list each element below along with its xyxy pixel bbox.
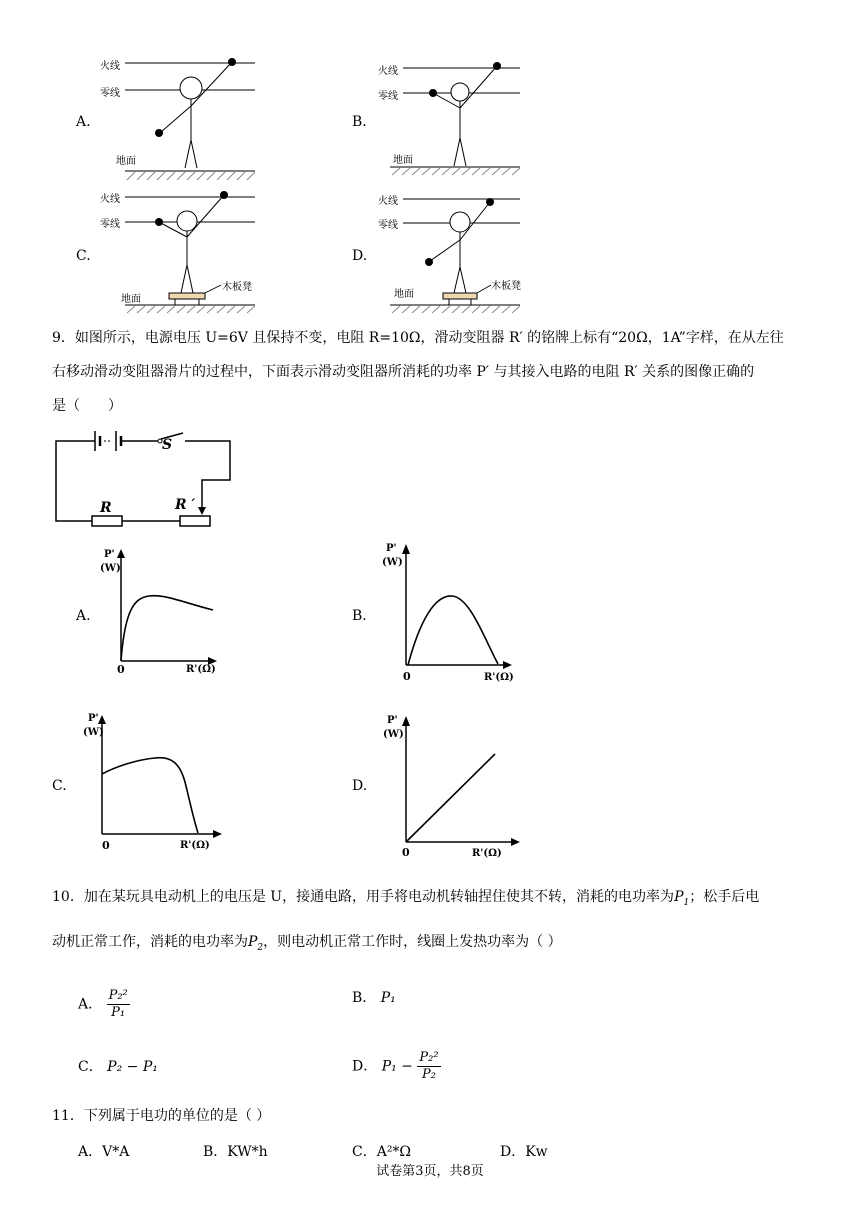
q9c-origin: 0 [102,839,110,852]
q10-stem-2a: 动机正常工作，消耗的电功率为 [52,934,248,950]
q10-option-d-fraction [417,1050,440,1083]
q10-stem-line-2 [52,932,562,958]
q10-option-b-expr: P₁ [380,990,396,1006]
page-footer: 试卷第3页，共8页 [376,1164,484,1179]
q9c-ylabel: P' [88,713,99,724]
q10-p1-letter: P [674,889,684,905]
q10-d-numerator: P₂² [419,1050,439,1065]
q11-option-d: D．Kw [500,1144,548,1160]
q9b-ylabel: P' [386,543,397,554]
q9-option-d-label: D. [352,778,368,794]
q8c-neutral-label: 零线 [100,219,120,230]
q8-option-a-label: A. [76,114,91,130]
q11-option-b: B．KW*h [203,1144,268,1160]
q8d-ground-label: 地面 [394,289,414,300]
q10-p2-letter: P [248,934,258,950]
q10-d-denominator: P₂ [421,1067,436,1082]
q11-option-a: A．V*A [78,1144,130,1160]
q9b-yunit: (W) [382,557,403,568]
q10-option-d-label: D． [352,1058,378,1075]
q9-circuit-diagram [50,425,240,535]
q10-option-c-expr: P₂ − P₁ [107,1059,158,1075]
q8d-stool-label: 木板凳 [491,281,521,292]
q8d-live-label: 火线 [378,196,398,207]
q8b-neutral-label: 零线 [378,91,398,102]
q8a-ground-label: 地面 [116,156,136,167]
q9a-xlabel: R'(Ω) [186,664,216,675]
q9d-xlabel: R'(Ω) [472,848,502,859]
q9b-xlabel: R'(Ω) [484,672,514,683]
q9a-ylabel: P' [104,549,115,560]
q9a-yunit: (W) [100,563,121,574]
q10-stem-1b: ；松手后电 [689,889,760,905]
q9d-ylabel: P' [387,715,398,726]
q9-rheostat-label: R ′ [175,497,196,513]
q10-option-a-label: A． [78,996,103,1013]
q8b-ground-label: 地面 [393,155,413,166]
q9-stem-line-2: 右移动滑动变阻器滑片的过程中，下面表示滑动变阻器所消耗的功率 P′ 与其接入电路的电阻 R′ 关系的图像正确的 [52,364,755,380]
q10-option-a [78,988,130,1021]
q10-stem-1a: 10．加在某玩具电动机上的电压是 U，接通电路，用手将电动机转轴捏住使其不转，消耗的电功率为 [52,889,675,905]
q8c-ground-label: 地面 [121,294,141,305]
q8a-live-label: 火线 [100,61,120,72]
q8c-live-label: 火线 [100,194,120,205]
q10-option-c [78,1057,158,1077]
q10-a-numerator: P₂² [108,988,128,1003]
q10-option-b [352,988,396,1008]
q11-stem: 11．下列属于电功的单位的是（ ） [52,1108,271,1124]
q10-a-denominator: P₁ [111,1005,126,1020]
q9-option-c-label: C. [52,778,67,794]
q9c-xlabel: R'(Ω) [180,840,210,851]
q9-switch-label: S [162,437,173,453]
q10-p2 [248,934,264,953]
q8b-live-label: 火线 [378,66,398,77]
q9d-origin: 0 [402,846,410,859]
q10-stem-line-1 [52,887,759,913]
q9-option-a-label: A. [76,608,91,624]
q9b-origin: 0 [403,670,411,683]
q10-option-a-fraction [107,988,130,1021]
q9d-yunit: (W) [383,729,404,740]
q8-option-c-label: C. [76,248,91,264]
q10-option-d [352,1050,441,1083]
q8d-neutral-label: 零线 [378,220,398,231]
q10-option-b-label: B． [352,990,377,1006]
q10-option-c-label: C． [78,1059,103,1075]
q9-stem-line-3: 是（ ） [52,398,122,414]
q9-option-b-label: B. [352,608,367,624]
q10-p2-sub: 2 [257,942,264,953]
q8c-stool-label: 木板凳 [222,282,252,293]
q8-option-b-label: B. [352,114,367,130]
q9a-origin: 0 [117,663,125,676]
q9c-yunit: (W) [83,727,104,738]
q9-resistor-label: R [100,500,112,516]
q10-p1 [674,889,690,908]
q10-stem-2b: ，则电动机正常工作时，线圈上发热功率为（ ） [263,934,562,950]
q9-stem-line-1: 9．如图所示，电源电压 U=6V 且保持不变，电阻 R=10Ω，滑动变阻器 R′ 的铭牌上标有“20Ω，1A”字样，在从左往 [52,330,784,346]
q11-option-c: C．A²*Ω [352,1144,412,1160]
q10-p1-sub: 1 [683,897,690,908]
q8-option-d-label: D. [352,248,368,264]
q10-option-d-expr: P₁ − [381,1058,413,1075]
q8a-neutral-label: 零线 [100,88,120,99]
